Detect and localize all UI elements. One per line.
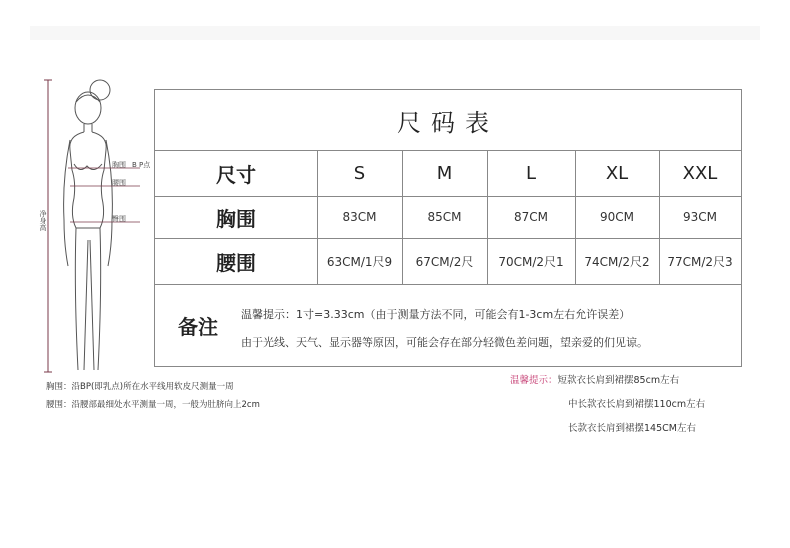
size-xl: XL: [605, 162, 629, 184]
chest-value-xl: 90CM: [599, 210, 634, 224]
row-label-waist: 腰围: [216, 250, 256, 275]
size-table: [154, 89, 742, 367]
chest-value-m: 85CM: [427, 210, 462, 224]
chest-measure-note: 胸围：沿BP(即乳点)所在水平线用软皮尺测量一周: [46, 382, 234, 392]
length-note-medium: 中长款衣长肩到裙摆110cm左右: [568, 399, 706, 410]
waist-value-xl: 74CM/2尺2: [584, 254, 650, 269]
length-note-short: [510, 372, 679, 386]
bp-label: B P点: [132, 161, 151, 169]
waist-value-s: 63CM/1尺9: [326, 254, 393, 269]
row-label-chest: 胸围: [216, 206, 256, 231]
chest-label: 胸围: [112, 161, 126, 169]
waist-measure-note: 腰围：沿腰部最细处水平测量一周，一般为肚脐向上2cm: [46, 400, 260, 410]
top-banner: [30, 26, 760, 40]
table-title: 尺码表: [397, 108, 499, 137]
body-figure: [30, 70, 150, 380]
size-s: S: [353, 162, 366, 184]
length-note-short-text: 短款衣长肩到裙摆85cm左右: [557, 375, 680, 386]
chest-value-l: 87CM: [513, 210, 548, 224]
chest-value-xxl: 93CM: [682, 210, 717, 224]
size-m: M: [436, 162, 453, 184]
body-figure-drawing: [30, 70, 150, 380]
chest-value-s: 83CM: [342, 210, 377, 224]
size-header: 尺寸: [216, 162, 256, 187]
height-label: 净身高: [39, 210, 47, 231]
size-l: L: [525, 162, 537, 184]
remark-line-1: 温馨提示：1寸=3.33cm（由于测量方法不同，可能会有1-3cm左右允许误差）: [241, 308, 631, 321]
remark-line-2: 由于光线、天气、显示器等原因，可能会存在部分轻微色差问题，望亲爱的们见谅。: [241, 336, 648, 349]
tip-label: 温馨提示：: [510, 375, 558, 386]
hip-label: 臀围: [112, 215, 126, 223]
waist-value-l: 70CM/2尺1: [498, 254, 564, 269]
waist-label: 腰围: [112, 179, 126, 187]
remark-label: 备注: [178, 314, 218, 339]
waist-value-xxl: 77CM/2尺3: [667, 254, 733, 269]
waist-value-m: 67CM/2尺: [415, 254, 474, 269]
size-xxl: XXL: [682, 162, 718, 184]
length-note-long: 长款衣长肩到裙摆145CM左右: [568, 423, 696, 434]
